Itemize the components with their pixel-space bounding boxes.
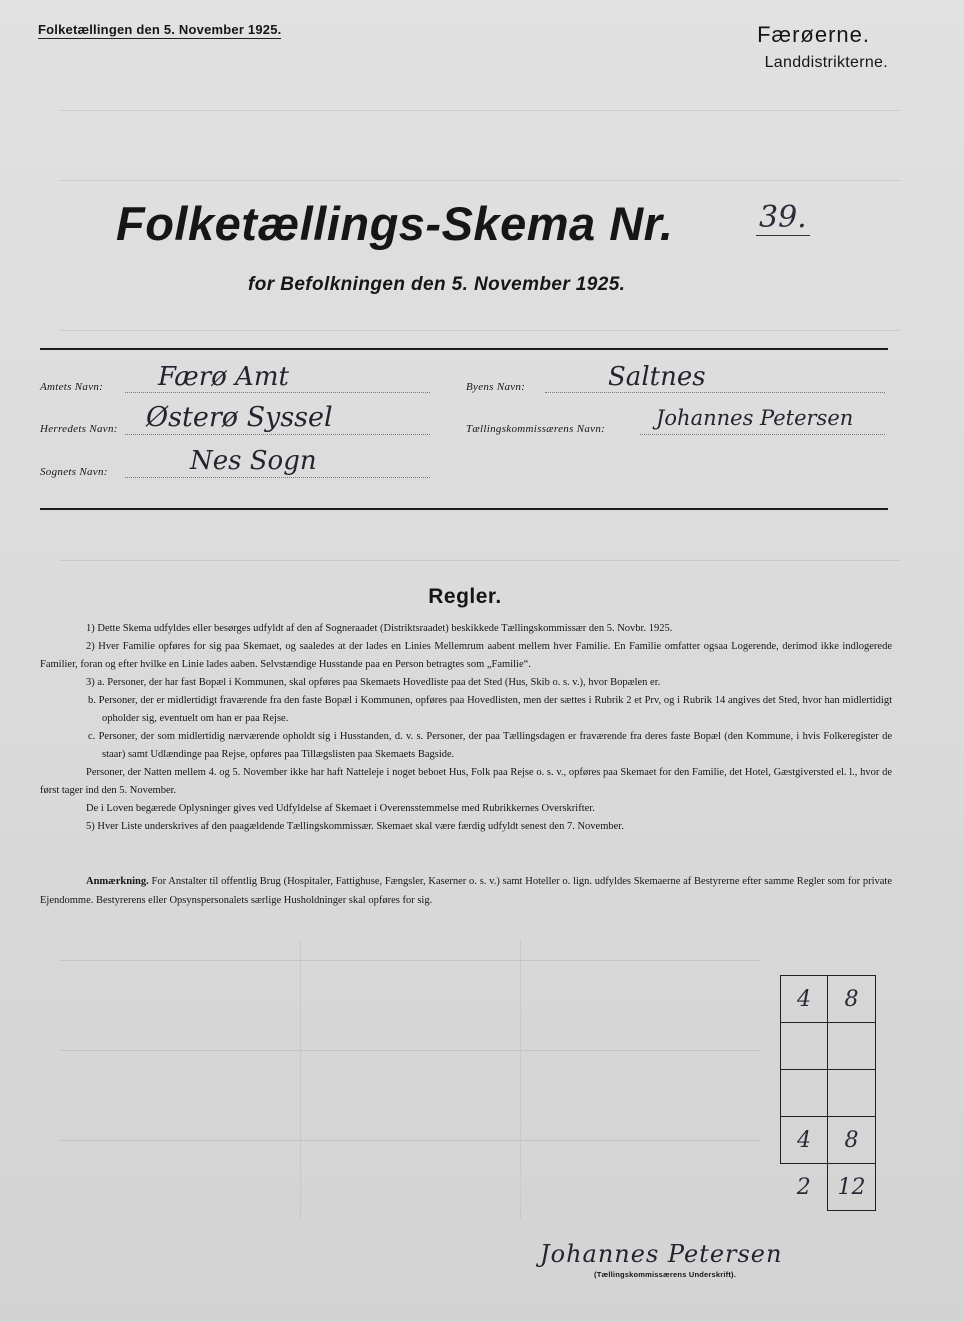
census-date-header: Folketællingen den 5. November 1925. (38, 22, 282, 37)
tally-total-cell: 2 (796, 1174, 811, 1200)
bleed-through-line (60, 1140, 760, 1141)
bleed-through-line (60, 330, 900, 331)
tally-cell: 8 (828, 976, 876, 1023)
sogn-label: Sognets Navn: (40, 466, 108, 478)
divider-bottom (40, 508, 888, 510)
rule-2: 2) Hver Familie opføres for sig paa Skemaet, og saaledes at der lades en Linies Mellemrum aabent mellem hver Familie. En Familie omfatter ogsaa Logerende, derimod ikke indlogerede Familier, foran og efter hvilke en Linie lades aaben. Selvstændige Husstande paa en Person betragtes som „Familie“. (40, 641, 892, 670)
sogn-line (125, 477, 430, 478)
rule-5: 5) Hver Liste underskrives af den paagældende Tællingskommissær. Skemaet skal være færdig udfyldt senest den 7. November. (86, 821, 624, 832)
amt-value: Færø Amt (158, 362, 289, 392)
rule-1: 1) Dette Skema udfyldes eller besørges udfyldt af den af Sogneraadet (Distriktsraadet) beskikkede Tællingskommissær den 5. Novbr. 1925. (86, 623, 673, 634)
tally-cell (828, 1023, 876, 1070)
tally-row-total (781, 1164, 876, 1211)
herred-label: Herredets Navn: (40, 423, 118, 435)
form-number-handwritten: 39. (756, 200, 810, 236)
bleed-through-line (520, 940, 521, 1220)
sogn-value: Nes Sogn (190, 446, 317, 476)
bleed-through-line (60, 1050, 760, 1051)
tally-row (781, 1070, 876, 1117)
bleed-through-line (60, 110, 900, 111)
rule-4: De i Loven begærede Oplysninger gives ved Udfyldelse af Skemaet i Overensstemmelse med Rubrikkernes Overskrifter. (86, 803, 595, 814)
form-subtitle: for Befolkningen den 5. November 1925. (248, 274, 626, 295)
herred-value: Østerø Syssel (146, 402, 333, 433)
tally-row (781, 1117, 876, 1164)
tally-table (780, 975, 876, 1211)
region-name: Færøerne. (757, 22, 870, 47)
tally-box (780, 975, 876, 1211)
rules-heading: Regler. (428, 585, 502, 608)
divider-top (40, 348, 888, 350)
remark-paragraph (40, 872, 892, 910)
by-label: Byens Navn: (466, 381, 526, 393)
tally-total-cell: 12 (828, 1164, 876, 1211)
tally-cell: 4 (781, 1117, 828, 1164)
bleed-through-line (60, 560, 900, 561)
by-value: Saltnes (608, 362, 706, 392)
tally-cell (781, 1070, 828, 1117)
tally-row (781, 976, 876, 1023)
commissioner-line (640, 434, 885, 435)
bleed-through-line (60, 960, 760, 961)
commissioner-value: Johannes Petersen (656, 406, 854, 430)
tally-cell (828, 1070, 876, 1117)
rule-3c: c. Personer, der som midlertidig nærværende opholdt sig i Husstanden, d. v. s. Personer, der paa Tællingsdagen er fraværende fra deres faste Bopæl (den Kommune, i hvis Folkeregister de staar) samt Udlændinge paa Rejse, opføres paa Tillægslisten paa Skemaets Bagside. (88, 731, 892, 760)
herred-line (125, 434, 430, 435)
rule-3b: b. Personer, der er midlertidigt fraværende fra den faste Bopæl i Kommunen, opføres paa Hovedlisten, men der sættes i Rubrik 2 et Prv, og i Rubrik 14 angives det Sted, hvor han midlertidigt opholder sig, eventuelt om han er paa Rejse. (88, 695, 892, 724)
tally-cell: 4 (781, 976, 828, 1023)
district-name: Landdistrikterne. (764, 54, 888, 71)
rules-list (40, 620, 892, 836)
tally-row (781, 1023, 876, 1070)
tally-cell: 8 (828, 1117, 876, 1164)
amt-label: Amtets Navn: (40, 381, 104, 393)
rule-3a: 3) a. Personer, der har fast Bopæl i Kommunen, skal opføres paa Skemaets Hovedliste paa det Sted (Hus, Skib o. s. v.), hvor Bopælen er. (86, 677, 661, 688)
rule-3d: Personer, der Natten mellem 4. og 5. November ikke har haft Natteleje i noget beboet Hus, Folk paa Rejse o. s. v., opføres paa Skemaet for den Familie, det Hotel, Gæstgiversted el. l., hvor de først tager ind den 5. November. (40, 767, 892, 796)
remark-label: Anmærkning. (86, 876, 149, 887)
amt-line (125, 392, 430, 393)
commissioner-signature: Johannes Petersen (540, 1240, 783, 1268)
bleed-through-line (300, 940, 301, 1220)
signature-caption: (Tællingskommissærens Underskrift). (594, 1270, 737, 1279)
form-title: Folketællings-Skema Nr. (116, 197, 674, 250)
by-line (545, 392, 885, 393)
remark-text: For Anstalter til offentlig Brug (Hospitaler, Fattighuse, Fængsler, Kaserner o. s. v.) samt Hoteller o. lign. udfyldes Skemaerne af Bestyrerne efter samme Regler som for private Ejendomme. Bestyrerens eller Opsynspersonalets særlige Husholdninger skal opføres for sig. (40, 876, 893, 906)
bleed-through-line (60, 180, 900, 181)
commissioner-label: Tællingskommissærens Navn: (466, 423, 606, 435)
tally-cell (781, 1023, 828, 1070)
